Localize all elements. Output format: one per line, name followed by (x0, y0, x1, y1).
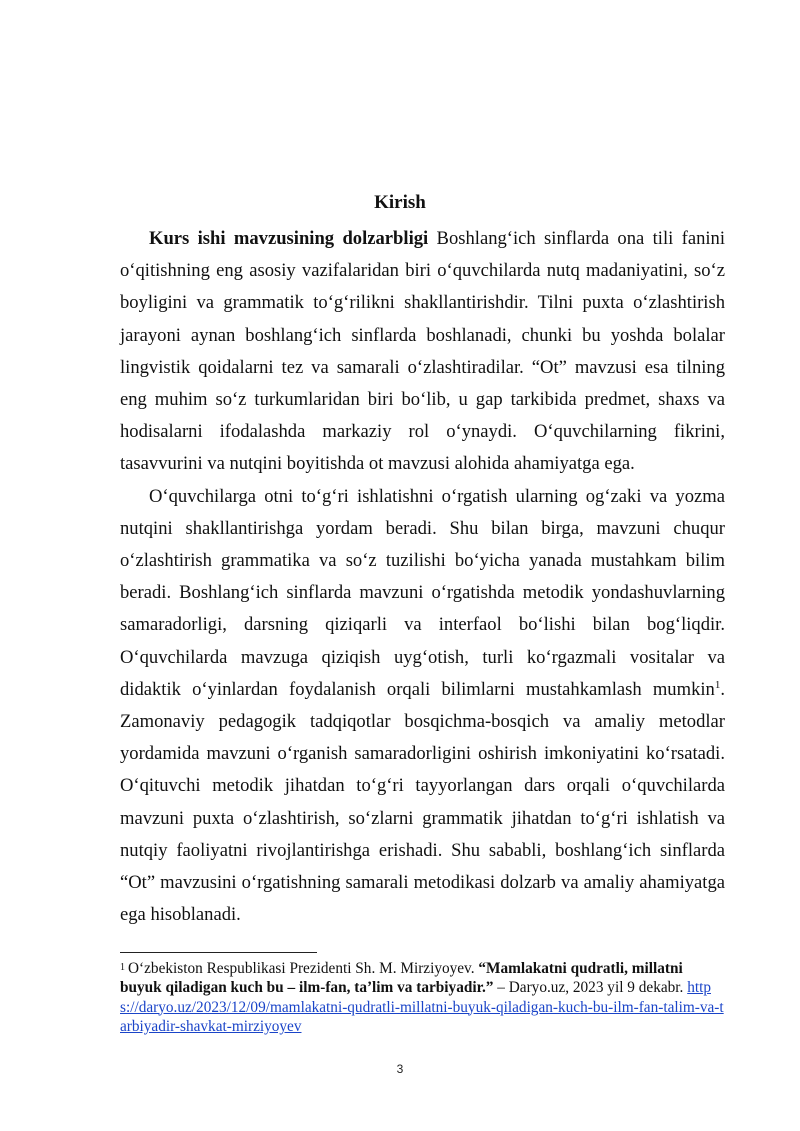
section-heading: Kirish (374, 192, 426, 213)
page-number: 3 (396, 1062, 404, 1076)
footnote-title: “Mamlakatni qudratli, millatni buyuk qiladigan kuch bu – ilm-fan, ta’lim va tarbiyadir.” (120, 960, 683, 997)
footnote-reference[interactable]: 1 (714, 678, 721, 691)
paragraph-methodology-text-cont: . Zamonaviy pedagogik tadqiqotlar bosqichma-bosqich va amaliy metodlar yordamida mavzuni o‘rganish samaradorligini oshirish imkoniyatini ko‘rsatadi. O‘qituvchi metodik jihatdan to‘g‘ri tayyorlangan dars orqali o‘quvchilarda mavzuni puxta o‘zlashtirish, so‘zlarni grammatik jihatdan to‘g‘ri ishlatish va nutqiy faoliyatni rivojlantirishga erishadi. Shu sababli, boshlang‘ich sinflarda “Ot” mavzusini o‘rgatishning samarali metodikasi dolzarb va amaliy ahamiyatga ega hisoblanadi. (120, 678, 725, 926)
footnote-source: – Daryo.uz, 2023 yil 9 dekabr. (493, 979, 684, 997)
paragraph-relevance (120, 223, 725, 481)
footnote-separator (120, 952, 317, 953)
footnote-author: O‘zbekiston Respublikasi Prezidenti Sh. M. Mirziyoyev. (128, 960, 475, 977)
paragraph-lead-bold: Kurs ishi mavzusining dolzarbligi (149, 228, 429, 249)
footnote (120, 958, 725, 1036)
body-text (120, 223, 725, 931)
paragraph-methodology (120, 481, 725, 932)
footnote-link[interactable]: https://daryo.uz/2023/12/09/mamlakatni-qudratli-millatni-buyuk-qiladigan-kuch-bu-ilm-fan-talim-va-tarbiyadir-shavkat-mirziyoyev (120, 979, 724, 1035)
paragraph-relevance-text: Boshlang‘ich sinflarda ona tili fanini o‘qitishning eng asosiy vazifalaridan biri o‘quvchilarda nutq madaniyatini, so‘z boyligini va grammatik to‘g‘rilikni shakllantirishdir. Tilni puxta o‘zlashtirish jarayoni aynan boshlang‘ich sinflarda boshlanadi, chunki bu yoshda bolalar lingvistik qoidalarni tez va samarali o‘zlashtiradilar. “Ot” mavzusi esa tilning eng muhim so‘z turkumlaridan biri bo‘lib, u gap tarkibida predmet, shaxs va hodisalarni ifodalashda markaziy rol o‘ynaydi. O‘quvchilarning fikrini, tasavvurini va nutqini boyitishda ot mavzusi alohida ahamiyatga ega. (120, 228, 725, 475)
paragraph-methodology-text: O‘quvchilarga otni to‘g‘ri ishlatishni o‘rgatish ularning og‘zaki va yozma nutqini shakllantirishga yordam beradi. Shu bilan birga, mavzuni chuqur o‘zlashtirish grammatika va so‘z tuzilishi bo‘yicha yanada mustahkam bilim beradi. Boshlang‘ich sinflarda mavzuni o‘rgatishda metodik yondashuvlarning samaradorligi, darsning qiziqarli va interfaol bo‘lishi bilan bog‘liqdir. O‘quvchilarda mavzuga qiziqish uyg‘otish, turli ko‘rgazmali vositalar va didaktik o‘yinlardan foydalanish orqali bilimlarni mustahkamlash mumkin (120, 485, 725, 700)
footnote-mark: 1 (120, 962, 125, 973)
